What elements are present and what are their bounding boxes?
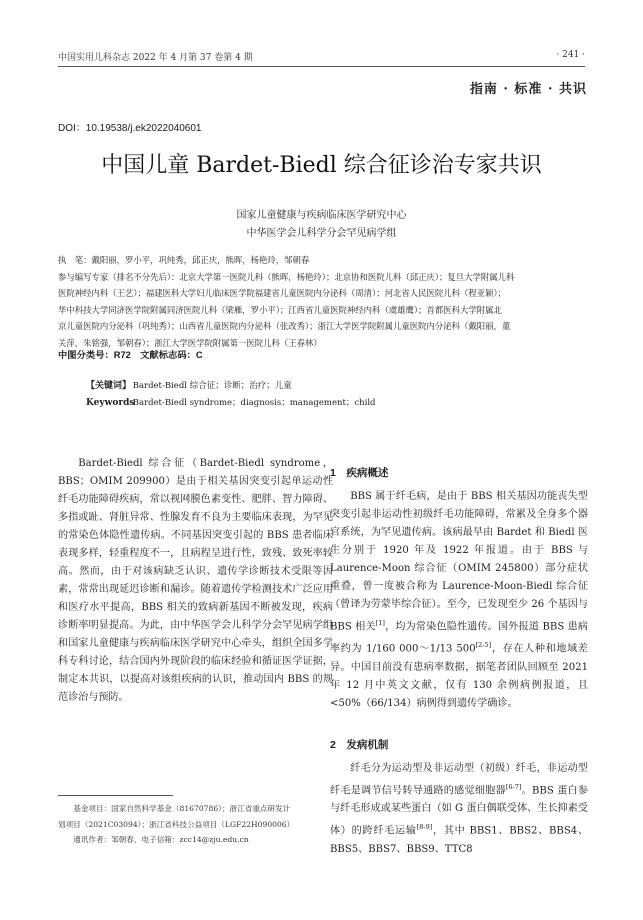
section-label: 指南 · 标准 · 共识 <box>469 82 587 97</box>
footnotes <box>58 801 308 848</box>
author-line: 医院神经内科（王艺）；福建医科大学妇儿临床医学院福建省儿童医院内分泌科（周清）；河北省人民医院儿科（程亚颖）； <box>58 288 507 298</box>
section-1-heading <box>330 464 588 483</box>
journal-header: 中国实用儿科杂志 2022 年 4 月第 37 卷第 4 期 <box>58 53 253 63</box>
keywords-en <box>86 396 586 408</box>
citation-ref[interactable]: [8-9] <box>416 823 433 832</box>
keywords-label: 【关键词】 <box>86 381 132 391</box>
text-run: ，存在人种和地域差异。中国目前没有患病率数据，据笔者团队回顾至 2021 年 12 月中英文文献，仅有 130 余例病例报道，且<50%（66/134）病例得到遗传学确诊。 <box>330 643 589 709</box>
keywords-cn <box>86 378 586 391</box>
funding-note: 基金项目：国家自然科学基金（81670786）；浙江省重点研发计 <box>73 804 291 813</box>
author-line: 执 笔：戴阳丽，罗小平，巩纯秀，邱正庆，熊晖，杨艳玲，邹朝春 <box>58 255 310 265</box>
text-run: ，其中 BBS1、BBS2、BBS4、BBS5、BBS7、BBS9、TTC8 <box>330 825 588 855</box>
section-1-body <box>330 488 588 713</box>
author-list <box>58 252 583 351</box>
intro-column <box>58 455 333 707</box>
classification-number: 中图分类号：R72 文献标志码：C <box>58 350 203 360</box>
text-run: 。BBS 蛋白参与纤毛形成或某些蛋白（如 G 蛋白偶联受体、生长抑素受体）的跨纤毛运输 <box>330 785 588 837</box>
article-title: 中国儿童 Bardet-Biedl 综合征诊治专家共识 <box>101 153 542 178</box>
affiliation: 国家儿童健康与疾病临床医学研究中心 <box>236 210 407 221</box>
text-run: 纤毛分为运动型及非运动型（初级）纤毛，非运动型纤毛是调节信号转导通路的感觉细胞器 <box>330 763 588 797</box>
author-line: 参与编写专家（排名不分先后）：北京大学第一医院儿科（熊晖，杨艳玲）；北京协和医院儿科（邱正庆）；复旦大学附属儿科 <box>58 271 515 282</box>
text-run: ，均为常染色隐性遗传。国外报道 BBS 患病率约为 1/160 000～1/13 500 <box>330 621 588 655</box>
page-number: · 241 · <box>556 50 585 60</box>
citation-ref[interactable]: [1] <box>375 619 385 627</box>
keywords-text: Bardet-Biedl syndrome；diagnosis；management；child <box>132 398 376 408</box>
doi[interactable]: DOI：10.19538/j.ek2022040601 <box>58 123 202 134</box>
heading-text: 2 发病机制 <box>330 739 389 751</box>
section-2-heading <box>330 736 588 755</box>
footnote-rule <box>58 795 173 796</box>
section-paragraph <box>330 760 588 859</box>
affiliation: 中华医学会儿科学分会罕见病学组 <box>246 228 397 239</box>
author-line: 华中科技大学同济医学院附属同济医院儿科（梁雁，罗小平）；江西省儿童医院神经内科（虞雄鹰）；首都医科大学附属北 <box>58 304 502 315</box>
funding-note: 划项目（2021C03094）；浙江省科技公益项目（LGF22H090006） <box>58 819 295 829</box>
heading-text: 1 疾病概述 <box>330 467 389 479</box>
text-run: BBS 属于纤毛病，是由于 BBS 相关基因功能丧失型突变引起非运动性初级纤毛功能障碍，常累及全身多个器官系统，为罕见遗传病。该病最早由 Bardet 和 Biedl 医生分别于 1920 年及 1922 年报道。由于 BBS 与 Laurence-Moon 综合征（OMIM 245800）部分症状重叠，曾一度被合称为 Laurence-Moon-Biedl 综合征（曾译为劳蒙毕综合征）。至今，已发现至少 26 个基因与 BBS 相关 <box>330 491 588 633</box>
section-2-body <box>330 760 588 859</box>
header-rule <box>58 66 585 67</box>
author-line: 关萍，朱铭强，邹朝春）；浙江大学医学院附属第一医院儿科（王春林） <box>58 337 322 348</box>
author-line: 京儿童医院内分泌科（巩纯秀）；山西省儿童医院内分泌科（张改秀）；浙江大学医学院附属儿童医院内分泌科（戴阳丽，董 <box>58 321 511 331</box>
citation-ref[interactable]: [2-5] <box>475 641 492 650</box>
keywords-label: Keywords <box>86 398 135 408</box>
intro-paragraph: Bardet-Biedl 综合征（Bardet-Biedl syndrome，BBS；OMIM 209900）是由于相关基因突变引起单运动性纤毛功能障碍疾病，常以视网膜色素变性、肥胖、智力障碍、多指或趾、肾脏异常、性腺发育不良为主要临床表现，为罕见的常染色体隐性遗传病。不同基因突变引起的 BBS 患者临床表现多样，轻重程度不一，且病程呈进行性，致残、致死率较高。然而，由于对该病缺乏认识、遗传学诊断技术受限等因素，常常出现延迟诊断和漏诊。随着遗传学检测技术广泛应用和医疗水平提高，BBS 相关的致病新基因不断被发现，疾病诊断率明显提高。为此，由中华医学会儿科学分会罕见病学组和国家儿童健康与疾病临床医学研究中心牵头，组织全国多学科专科讨论，结合国内外现阶段的临床经验和循证医学证据，制定本共识，以提高对该组疾病的认识，推动国内 BBS 的规范诊治与预防。 <box>58 458 333 703</box>
section-paragraph <box>330 488 588 713</box>
citation-ref[interactable]: [6-7] <box>505 783 522 791</box>
corresponding-author[interactable]: 通讯作者：邹朝春，电子信箱：zcc14@zju.edu.cn <box>73 835 249 844</box>
keywords-text: Bardet-Biedl 综合征；诊断；治疗；儿童 <box>132 381 292 391</box>
